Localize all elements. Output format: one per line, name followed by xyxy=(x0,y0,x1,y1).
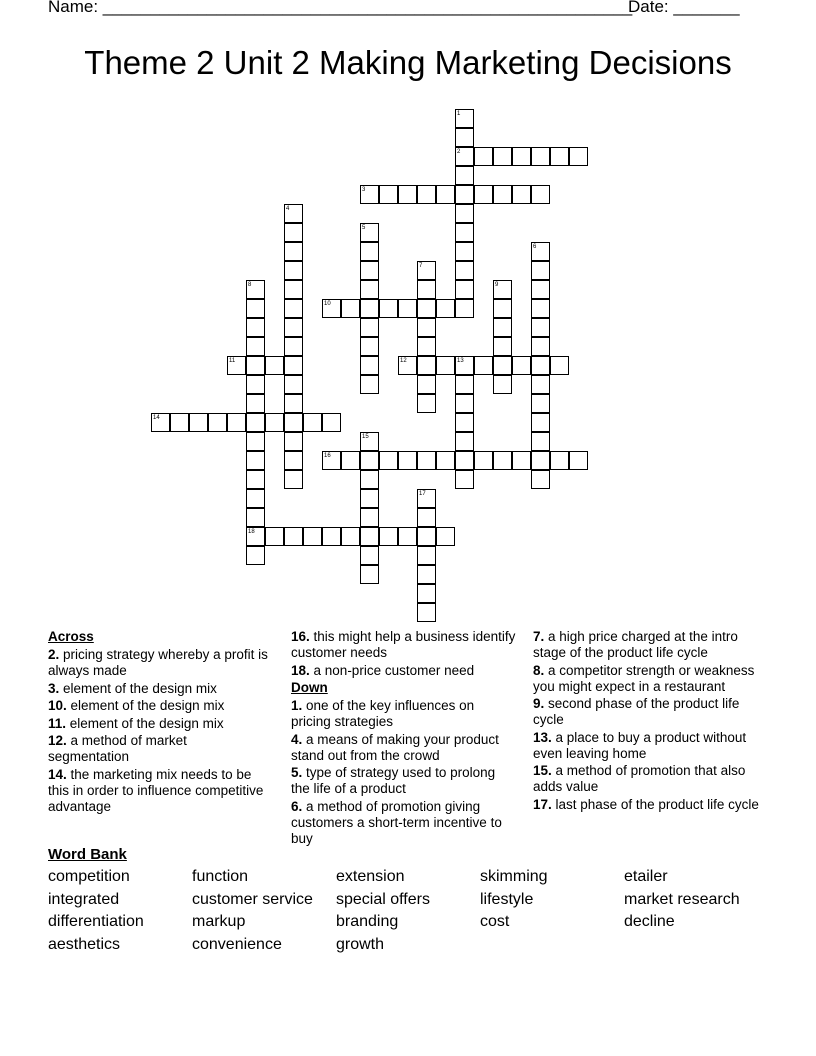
clue-number: 17. xyxy=(533,796,552,812)
crossword-cell[interactable] xyxy=(398,299,417,318)
crossword-cell[interactable] xyxy=(474,147,493,166)
crossword-cell[interactable] xyxy=(227,356,246,375)
crossword-cell[interactable] xyxy=(246,394,265,413)
crossword-cell[interactable] xyxy=(531,432,550,451)
crossword-cell[interactable] xyxy=(246,432,265,451)
crossword-cell[interactable] xyxy=(474,451,493,470)
word-bank-item: competition xyxy=(48,868,130,885)
clue-number: 2. xyxy=(48,647,60,662)
clue-number: 10 xyxy=(324,301,331,307)
clue xyxy=(291,629,516,661)
crossword-cell[interactable] xyxy=(417,337,436,356)
clue-text: element of the design mix xyxy=(66,715,224,731)
crossword-cell[interactable] xyxy=(417,375,436,394)
clue xyxy=(48,733,268,765)
clue-text: a method of promotion giving customers a short-term incentive to buy xyxy=(291,798,502,846)
clue-text: a high price charged at the intro stage of the product life cycle xyxy=(533,629,738,660)
crossword-cell[interactable] xyxy=(417,280,436,299)
word-bank-heading: Word Bank xyxy=(48,846,127,863)
crossword-cell[interactable] xyxy=(417,508,436,527)
clue-number: 7 xyxy=(419,263,423,269)
clue-number: 17 xyxy=(419,491,426,497)
crossword-cell[interactable] xyxy=(284,527,303,546)
word-bank-item: differentiation xyxy=(48,913,144,930)
crossword-cell[interactable] xyxy=(246,508,265,527)
word-bank-item: markup xyxy=(192,913,246,930)
clue-text: second phase of the product life cycle xyxy=(533,696,740,727)
crossword-cell[interactable] xyxy=(531,356,550,375)
crossword-cell[interactable] xyxy=(436,356,455,375)
crossword-cell[interactable] xyxy=(341,451,360,470)
crossword-cell[interactable] xyxy=(284,470,303,489)
crossword-cell[interactable] xyxy=(379,299,398,318)
name-field: Name: ________________________________________________________ xyxy=(48,0,633,16)
crossword-cell[interactable] xyxy=(151,413,170,432)
clue-number: 18. xyxy=(291,662,310,678)
crossword-cell[interactable] xyxy=(284,299,303,318)
clue-text: a means of making your product stand out from the crowd xyxy=(291,731,499,763)
clue-text: a competitor strength or weakness you might expect in a restaurant xyxy=(533,662,755,694)
date-field: Date: _______ xyxy=(628,0,740,16)
crossword-cell[interactable] xyxy=(493,185,512,204)
clue-text: one of the key influences on pricing strategies xyxy=(291,698,475,729)
crossword-cell[interactable] xyxy=(246,375,265,394)
clue-number: 13 xyxy=(457,358,464,364)
crossword-cell[interactable] xyxy=(246,470,265,489)
clue-number: 14. xyxy=(48,766,67,782)
crossword-cell[interactable] xyxy=(417,546,436,565)
crossword-cell[interactable] xyxy=(284,337,303,356)
crossword-cell[interactable] xyxy=(493,356,512,375)
crossword-cell[interactable] xyxy=(360,261,379,280)
clue xyxy=(533,797,765,813)
crossword-cell[interactable] xyxy=(246,451,265,470)
crossword-cell[interactable] xyxy=(246,546,265,565)
clue-number: 11. xyxy=(48,715,67,731)
crossword-cell[interactable] xyxy=(493,337,512,356)
crossword-cell[interactable] xyxy=(455,223,474,242)
crossword-cell[interactable] xyxy=(531,470,550,489)
clue-text: this might help a business identify customer needs xyxy=(291,629,516,660)
crossword-cell[interactable] xyxy=(512,451,531,470)
crossword-cell[interactable] xyxy=(493,147,512,166)
crossword-cell[interactable] xyxy=(170,413,189,432)
crossword-cell[interactable] xyxy=(455,413,474,432)
crossword-cell[interactable] xyxy=(531,261,550,280)
crossword-cell[interactable] xyxy=(303,413,322,432)
crossword-cell[interactable] xyxy=(531,375,550,394)
clue xyxy=(291,765,516,797)
clue-number: 12 xyxy=(400,358,407,364)
crossword-cell[interactable] xyxy=(246,280,265,299)
crossword-cell[interactable] xyxy=(360,337,379,356)
crossword-cell[interactable] xyxy=(398,527,417,546)
clue-number: 16 xyxy=(324,453,331,459)
clue-number: 13. xyxy=(533,729,552,745)
page-title: Theme 2 Unit 2 Making Marketing Decisions xyxy=(84,44,732,81)
word-bank-item: decline xyxy=(624,913,675,930)
clue-number: 18 xyxy=(248,529,255,535)
clue-number: 1 xyxy=(457,111,461,117)
crossword-cell[interactable] xyxy=(284,242,303,261)
crossword-cell[interactable] xyxy=(417,584,436,603)
crossword-cell[interactable] xyxy=(512,356,531,375)
crossword-cell[interactable] xyxy=(417,261,436,280)
clue-number: 8 xyxy=(248,282,252,288)
crossword-cell[interactable] xyxy=(531,299,550,318)
crossword-cell[interactable] xyxy=(436,451,455,470)
crossword-cell[interactable] xyxy=(398,451,417,470)
crossword-cell[interactable] xyxy=(455,375,474,394)
clue-text: type of strategy used to prolong the life of a product xyxy=(291,765,496,796)
crossword-cell[interactable] xyxy=(455,470,474,489)
crossword-cell[interactable] xyxy=(284,280,303,299)
crossword-cell[interactable] xyxy=(341,527,360,546)
crossword-cell[interactable] xyxy=(246,337,265,356)
crossword-cell[interactable] xyxy=(531,394,550,413)
crossword-cell[interactable] xyxy=(474,185,493,204)
crossword-cell[interactable] xyxy=(436,299,455,318)
word-bank-item: cost xyxy=(480,913,510,930)
crossword-cell[interactable] xyxy=(284,223,303,242)
crossword-cell[interactable] xyxy=(284,432,303,451)
crossword-cell[interactable] xyxy=(512,185,531,204)
crossword-cell[interactable] xyxy=(417,356,436,375)
crossword-cell[interactable] xyxy=(493,375,512,394)
clue xyxy=(291,732,516,764)
crossword-cell[interactable] xyxy=(360,318,379,337)
clue-text: last phase of the product life cycle xyxy=(551,796,759,812)
clue-text: the marketing mix needs to be this in order to influence competitive advantage xyxy=(48,766,264,814)
crossword-cell[interactable] xyxy=(360,223,379,242)
crossword-cell[interactable] xyxy=(284,356,303,375)
clue-text: pricing strategy whereby a profit is always made xyxy=(48,647,268,678)
crossword-cell[interactable] xyxy=(531,185,550,204)
clue xyxy=(533,663,765,695)
clue xyxy=(48,681,268,697)
clue xyxy=(533,696,765,728)
crossword-cell[interactable] xyxy=(455,204,474,223)
crossword-cell[interactable] xyxy=(360,432,379,451)
crossword-cell[interactable] xyxy=(246,489,265,508)
clue xyxy=(533,763,765,795)
clue xyxy=(291,799,516,847)
clue-text: a method of promotion that also adds value xyxy=(533,763,746,794)
word-bank-item: skimming xyxy=(480,868,548,885)
clue-number: 15 xyxy=(362,434,369,440)
crossword-cell[interactable] xyxy=(265,356,284,375)
crossword-cell[interactable] xyxy=(360,489,379,508)
clue-number: 15. xyxy=(533,763,552,778)
across-heading: Across xyxy=(48,629,94,644)
clue xyxy=(48,698,268,714)
crossword-cell[interactable] xyxy=(417,527,436,546)
clue-text: element of the design mix xyxy=(59,680,217,696)
crossword-cell[interactable] xyxy=(360,451,379,470)
crossword-cell[interactable] xyxy=(360,356,379,375)
crossword-cell[interactable] xyxy=(512,147,531,166)
crossword-cell[interactable] xyxy=(531,280,550,299)
crossword-cell[interactable] xyxy=(246,356,265,375)
clue-number: 9. xyxy=(533,696,545,711)
clue-number: 10. xyxy=(48,698,67,713)
clue-number: 4 xyxy=(286,206,290,212)
clue-number: 14 xyxy=(153,415,160,421)
crossword-cell[interactable] xyxy=(322,299,341,318)
crossword-cell[interactable] xyxy=(284,451,303,470)
crossword-cell[interactable] xyxy=(360,280,379,299)
word-bank-item: market research xyxy=(624,890,740,908)
crossword-cell[interactable] xyxy=(360,508,379,527)
clue-number: 4. xyxy=(291,731,303,747)
crossword-cell[interactable] xyxy=(550,147,569,166)
clue-number: 9 xyxy=(495,282,499,288)
clue-number: 8. xyxy=(533,662,545,678)
crossword-cell[interactable] xyxy=(322,527,341,546)
crossword-cell[interactable] xyxy=(265,413,284,432)
clue-text: a non-price customer need xyxy=(309,662,475,678)
clue-text: element of the design mix xyxy=(66,698,225,713)
clue-number: 6 xyxy=(533,244,537,250)
clue xyxy=(48,716,268,732)
crossword-cell[interactable] xyxy=(265,527,284,546)
crossword-cell[interactable] xyxy=(455,166,474,185)
clue-number: 6. xyxy=(291,798,303,814)
crossword-cell[interactable] xyxy=(303,527,322,546)
crossword-cell[interactable] xyxy=(531,337,550,356)
clue xyxy=(533,730,765,762)
word-bank-item: lifestyle xyxy=(480,890,534,908)
word-bank-item: growth xyxy=(336,935,385,953)
crossword-cell[interactable] xyxy=(455,299,474,318)
clue-number: 11 xyxy=(229,358,236,364)
crossword-cell[interactable] xyxy=(246,527,265,546)
crossword-cell[interactable] xyxy=(417,565,436,584)
crossword-cell[interactable] xyxy=(493,280,512,299)
crossword-cell[interactable] xyxy=(455,394,474,413)
crossword-cell[interactable] xyxy=(227,413,246,432)
crossword-cell[interactable] xyxy=(322,451,341,470)
clue-number: 5. xyxy=(291,765,303,780)
clue-number: 12. xyxy=(48,733,67,748)
crossword-cell[interactable] xyxy=(569,451,588,470)
crossword-cell[interactable] xyxy=(189,413,208,432)
word-bank-item: function xyxy=(192,868,249,885)
crossword-cell[interactable] xyxy=(246,413,265,432)
crossword-cell[interactable] xyxy=(493,318,512,337)
crossword-cell[interactable] xyxy=(417,394,436,413)
crossword-cell[interactable] xyxy=(398,185,417,204)
crossword-cell[interactable] xyxy=(493,299,512,318)
crossword-cell[interactable] xyxy=(455,185,474,204)
word-bank-item: branding xyxy=(336,913,399,930)
clues-column-3 xyxy=(533,629,765,814)
crossword-cell[interactable] xyxy=(284,261,303,280)
crossword-cell[interactable] xyxy=(417,489,436,508)
crossword-cell[interactable] xyxy=(474,356,493,375)
word-bank-item: convenience xyxy=(192,935,282,953)
crossword-cell[interactable] xyxy=(360,299,379,318)
crossword-cell[interactable] xyxy=(569,147,588,166)
crossword-cell[interactable] xyxy=(550,451,569,470)
crossword-cell[interactable] xyxy=(417,318,436,337)
crossword-cell[interactable] xyxy=(531,318,550,337)
crossword-cell[interactable] xyxy=(360,470,379,489)
clue-number: 5 xyxy=(362,225,366,231)
clue xyxy=(291,698,516,730)
word-bank-item: integrated xyxy=(48,890,120,908)
crossword-cell[interactable] xyxy=(379,185,398,204)
crossword-cell[interactable] xyxy=(455,451,474,470)
crossword-cell[interactable] xyxy=(360,546,379,565)
crossword-cell[interactable] xyxy=(436,185,455,204)
crossword-cell[interactable] xyxy=(493,451,512,470)
clue-text: a place to buy a product without even leaving home xyxy=(533,729,747,761)
crossword-cell[interactable] xyxy=(208,413,227,432)
clue-number: 16. xyxy=(291,629,310,644)
word-bank-item: special offers xyxy=(336,890,430,908)
crossword-cell[interactable] xyxy=(455,109,474,128)
crossword-cell[interactable] xyxy=(360,565,379,584)
crossword-cell[interactable] xyxy=(455,128,474,147)
crossword-cell[interactable] xyxy=(436,527,455,546)
crossword-cell[interactable] xyxy=(531,451,550,470)
crossword-cell[interactable] xyxy=(531,242,550,261)
crossword-cell[interactable] xyxy=(284,394,303,413)
clue-number: 3 xyxy=(362,187,366,193)
crossword-cell[interactable] xyxy=(417,603,436,622)
clue xyxy=(291,663,516,679)
word-bank-item: extension xyxy=(336,868,405,885)
clue-number: 2 xyxy=(457,149,461,155)
down-heading: Down xyxy=(291,680,328,695)
crossword-cell[interactable] xyxy=(417,185,436,204)
crossword-cell[interactable] xyxy=(455,147,474,166)
clues-column-1 xyxy=(48,629,268,816)
crossword-cell[interactable] xyxy=(246,318,265,337)
clue xyxy=(48,767,268,815)
clue-number: 3. xyxy=(48,680,60,696)
crossword-cell[interactable] xyxy=(455,261,474,280)
crossword-cell[interactable] xyxy=(284,413,303,432)
word-bank-item: aesthetics xyxy=(48,935,121,953)
crossword-cell[interactable] xyxy=(379,527,398,546)
crossword-cell[interactable] xyxy=(284,375,303,394)
crossword-cell[interactable] xyxy=(398,356,417,375)
clue xyxy=(48,647,268,679)
crossword-cell[interactable] xyxy=(322,413,341,432)
crossword-cell[interactable] xyxy=(246,299,265,318)
crossword-cell[interactable] xyxy=(284,204,303,223)
crossword-cell[interactable] xyxy=(341,299,360,318)
crossword-cell[interactable] xyxy=(531,147,550,166)
clues-column-2 xyxy=(291,629,516,848)
crossword-cell[interactable] xyxy=(360,527,379,546)
crossword-cell[interactable] xyxy=(417,299,436,318)
crossword-cell[interactable] xyxy=(455,356,474,375)
clue-number: 1. xyxy=(291,698,303,713)
clue-number: 7. xyxy=(533,629,545,644)
crossword-cell[interactable] xyxy=(360,375,379,394)
crossword-cell[interactable] xyxy=(360,185,379,204)
crossword-cell[interactable] xyxy=(455,432,474,451)
crossword-cell[interactable] xyxy=(531,413,550,432)
clue-text: a method of market segmentation xyxy=(48,733,187,764)
crossword-cell[interactable] xyxy=(379,451,398,470)
crossword-cell[interactable] xyxy=(455,280,474,299)
crossword-cell[interactable] xyxy=(284,318,303,337)
crossword-cell[interactable] xyxy=(550,356,569,375)
clue xyxy=(533,629,765,661)
crossword-cell[interactable] xyxy=(360,242,379,261)
word-bank-item: customer service xyxy=(192,890,313,908)
crossword-cell[interactable] xyxy=(417,451,436,470)
crossword-cell[interactable] xyxy=(455,242,474,261)
word-bank-item: etailer xyxy=(624,868,668,885)
